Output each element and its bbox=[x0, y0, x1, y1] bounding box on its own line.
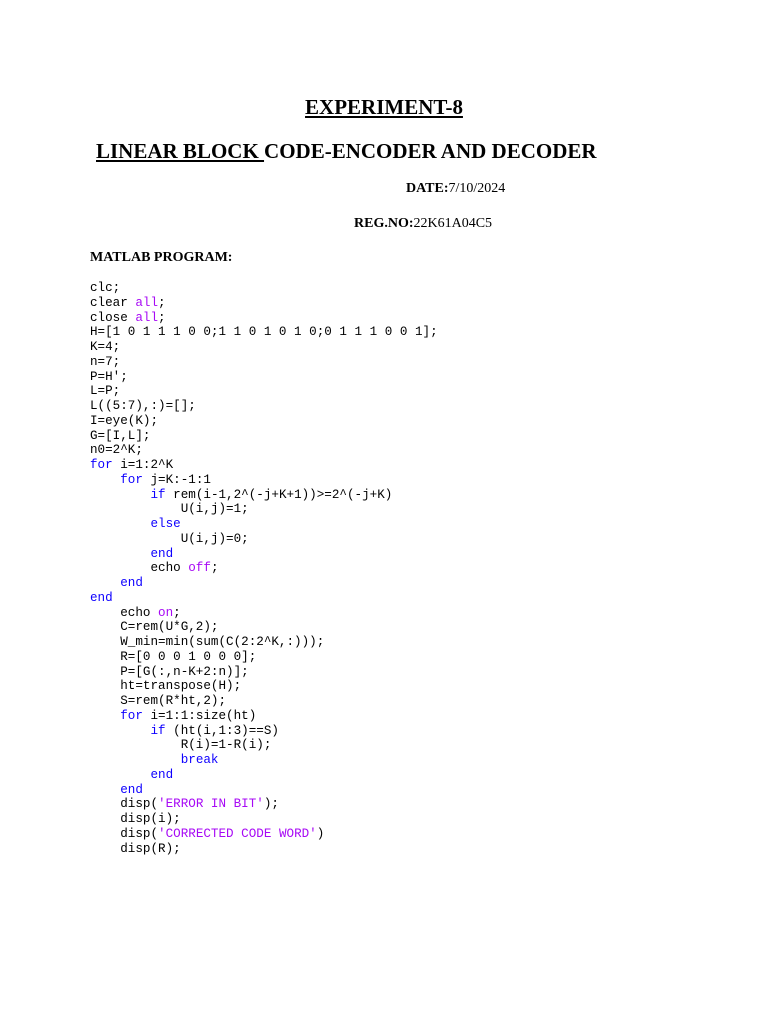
code-text bbox=[90, 783, 120, 797]
code-line bbox=[90, 473, 438, 488]
code-text: i=1:2^K bbox=[112, 458, 174, 472]
code-text: clc; bbox=[90, 281, 121, 295]
code-text: R(i)=1-R(i); bbox=[90, 738, 272, 753]
code-line bbox=[90, 502, 438, 517]
code-line bbox=[90, 738, 438, 753]
code-text bbox=[90, 517, 150, 531]
code-text: L=P; bbox=[90, 384, 121, 399]
code-text: disp( bbox=[90, 826, 159, 841]
reg-value: 22K61A04C5 bbox=[413, 216, 493, 231]
code-keyword: end bbox=[120, 576, 143, 590]
code-line bbox=[90, 768, 438, 783]
code-text: echo bbox=[90, 561, 189, 576]
code-line bbox=[90, 370, 438, 385]
code-line bbox=[90, 591, 438, 606]
code-text: close bbox=[90, 310, 136, 325]
code-text: U(i,j)=0; bbox=[90, 531, 249, 546]
code-string: all bbox=[135, 295, 159, 310]
code-keyword: end bbox=[90, 590, 113, 605]
code-text: ; bbox=[173, 605, 181, 620]
code-line bbox=[90, 561, 438, 576]
code-line bbox=[90, 665, 438, 680]
code-text: (ht(i,1:3)==S) bbox=[165, 723, 279, 738]
code-string: all bbox=[135, 310, 159, 325]
code-line bbox=[90, 650, 438, 665]
code-line bbox=[90, 296, 438, 311]
date-line bbox=[406, 181, 505, 197]
code-text bbox=[90, 576, 120, 590]
code-line bbox=[90, 724, 438, 739]
code-keyword: break bbox=[180, 753, 219, 767]
code-string: 'CORRECTED CODE WORD' bbox=[158, 826, 317, 841]
code-line bbox=[90, 679, 438, 694]
code-keyword: for bbox=[120, 708, 143, 723]
code-text: n0=2^K; bbox=[90, 443, 143, 458]
code-line bbox=[90, 635, 438, 650]
code-line bbox=[90, 812, 438, 827]
code-text: P=H'; bbox=[90, 369, 128, 384]
code-keyword: end bbox=[120, 782, 143, 797]
code-keyword: for bbox=[120, 472, 143, 487]
code-text: K=4; bbox=[90, 340, 121, 354]
code-line bbox=[90, 340, 438, 355]
code-line bbox=[90, 458, 438, 473]
code-line bbox=[90, 443, 438, 458]
code-string: on bbox=[158, 605, 174, 620]
subtitle-rest: CODE-ENCODER AND DECODER bbox=[264, 139, 597, 163]
code-line bbox=[90, 827, 438, 842]
code-text: clear bbox=[90, 295, 136, 310]
program-heading: MATLAB PROGRAM: bbox=[90, 250, 233, 265]
code-text: n=7; bbox=[90, 354, 121, 369]
subtitle-underlined: LINEAR BLOCK bbox=[96, 139, 265, 163]
code-line bbox=[90, 709, 438, 724]
code-string: 'ERROR IN BIT' bbox=[158, 797, 264, 812]
code-line bbox=[90, 355, 438, 370]
code-line bbox=[90, 517, 438, 532]
code-text: disp(i); bbox=[90, 812, 181, 826]
code-text: ); bbox=[263, 797, 279, 812]
code-text: j=K:-1:1 bbox=[142, 472, 211, 487]
code-text: ; bbox=[210, 561, 219, 576]
code-line bbox=[90, 488, 438, 503]
code-text: H=[1 0 1 1 1 0 0;1 1 0 1 0 1 0;0 1 1 1 0 0 1]; bbox=[90, 325, 438, 340]
code-text bbox=[90, 547, 150, 561]
code-line bbox=[90, 753, 438, 768]
code-text: disp(R); bbox=[90, 841, 181, 856]
code-line bbox=[90, 576, 438, 591]
code-line bbox=[90, 281, 438, 296]
code-text: P=[G(:,n-K+2:n)]; bbox=[90, 664, 249, 679]
code-line bbox=[90, 620, 438, 635]
code-text: i=1:1:size(ht) bbox=[142, 708, 257, 723]
code-text: ; bbox=[158, 295, 166, 310]
document-title: EXPERIMENT-8 bbox=[305, 95, 463, 119]
code-line bbox=[90, 325, 438, 340]
code-line bbox=[90, 842, 438, 857]
code-text bbox=[90, 488, 150, 502]
code-line bbox=[90, 429, 438, 444]
code-text: C=rem(U*G,2); bbox=[90, 620, 219, 635]
code-line bbox=[90, 311, 438, 326]
date-label: DATE: bbox=[406, 181, 449, 196]
code-keyword: end bbox=[150, 767, 174, 782]
code-text: ) bbox=[316, 826, 325, 841]
code-line bbox=[90, 532, 438, 547]
matlab-code-block bbox=[90, 281, 438, 856]
code-text: L((5:7),:)=[]; bbox=[90, 399, 196, 413]
code-keyword: else bbox=[150, 517, 181, 531]
code-keyword: if bbox=[150, 723, 166, 738]
code-keyword: end bbox=[150, 546, 174, 561]
code-line bbox=[90, 384, 438, 399]
code-text bbox=[90, 473, 120, 487]
code-text bbox=[90, 724, 150, 738]
code-text: I=eye(K); bbox=[90, 413, 159, 428]
code-text: U(i,j)=1; bbox=[90, 502, 249, 517]
code-line bbox=[90, 783, 438, 798]
reg-line bbox=[354, 216, 492, 232]
code-line bbox=[90, 547, 438, 562]
code-keyword: for bbox=[90, 458, 113, 472]
reg-label: REG.NO: bbox=[354, 216, 414, 231]
code-line bbox=[90, 606, 438, 621]
code-text bbox=[90, 709, 120, 723]
code-line bbox=[90, 694, 438, 709]
code-text: G=[I,L]; bbox=[90, 428, 151, 443]
code-text: rem(i-1,2^(-j+K+1))>=2^(-j+K) bbox=[165, 487, 393, 502]
code-line bbox=[90, 797, 438, 812]
code-text: ; bbox=[158, 310, 166, 325]
code-text: echo bbox=[90, 605, 159, 620]
code-text bbox=[90, 768, 150, 782]
date-value: 7/10/2024 bbox=[448, 181, 506, 196]
document-subtitle bbox=[96, 139, 597, 164]
code-text: R=[0 0 0 1 0 0 0]; bbox=[90, 649, 257, 664]
code-text: disp( bbox=[90, 797, 159, 812]
code-text: S=rem(R*ht,2); bbox=[90, 694, 227, 708]
code-text: ht=transpose(H); bbox=[90, 679, 242, 694]
code-text bbox=[90, 753, 181, 767]
code-text: W_min=min(sum(C(2:2^K,:))); bbox=[90, 635, 325, 649]
code-line bbox=[90, 414, 438, 429]
code-line bbox=[90, 399, 438, 414]
code-string: off bbox=[188, 561, 211, 576]
code-keyword: if bbox=[150, 487, 166, 502]
